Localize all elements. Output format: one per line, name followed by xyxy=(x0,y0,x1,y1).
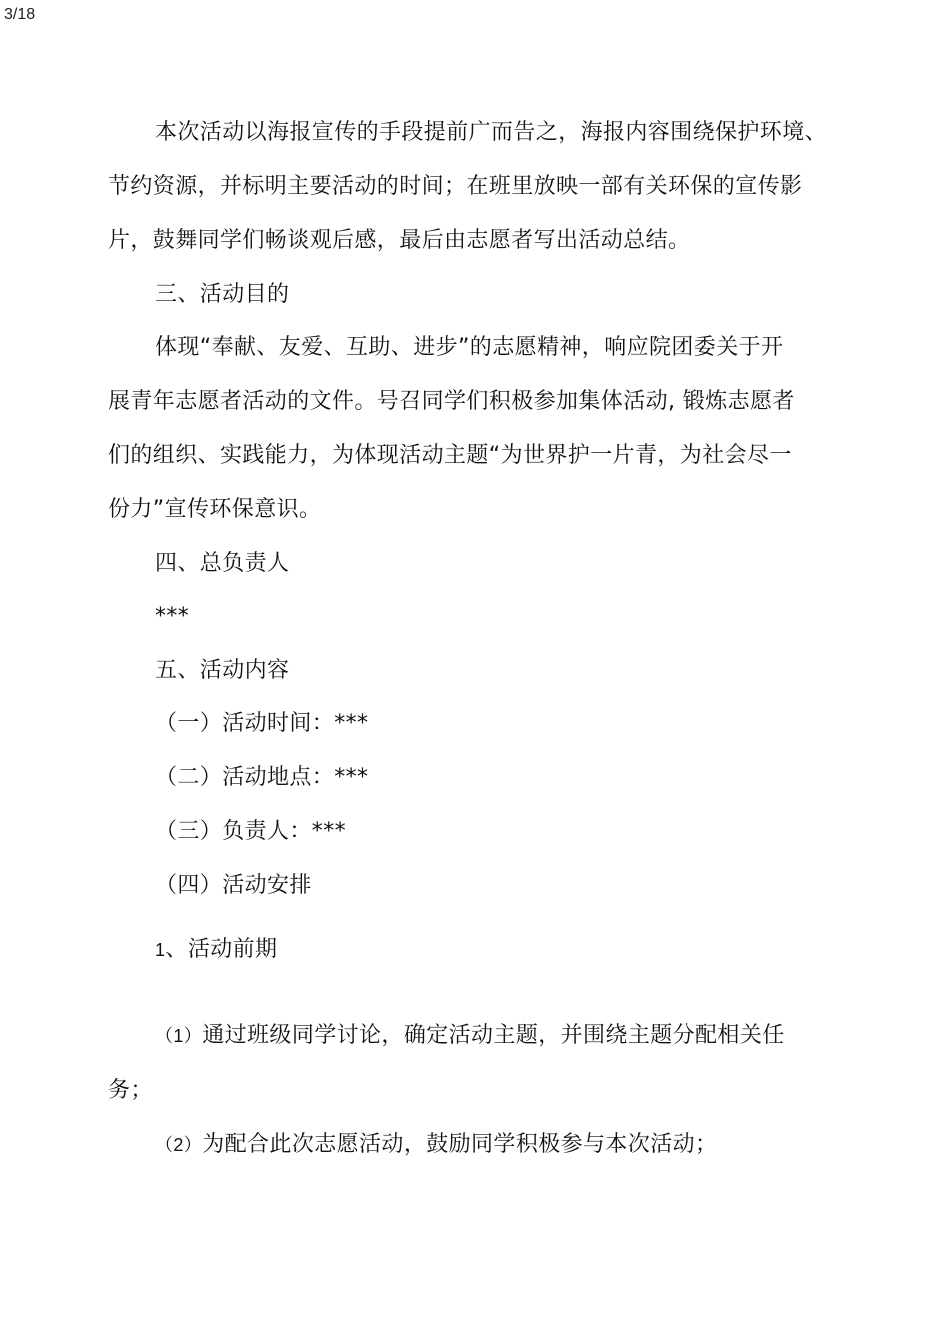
step-text: 通过班级同学讨论，确定活动主题，并围绕主题分配相关任 xyxy=(202,1023,785,1048)
list-item: （三）负责人：*** xyxy=(155,819,347,844)
responsible-person: *** xyxy=(155,604,190,629)
list-item: （四）活动安排 xyxy=(155,873,312,898)
paragraph-line: 份力”宣传环保意识。 xyxy=(108,497,322,522)
step-line: 务； xyxy=(108,1078,153,1103)
paragraph-line: 们的组织、实践能力，为体现活动主题“为世界护一片青，为社会尽一 xyxy=(108,443,792,468)
step-text: 为配合此次志愿活动，鼓励同学积极参与本次活动； xyxy=(202,1132,718,1157)
list-item: （一）活动时间：*** xyxy=(155,711,369,736)
step-line xyxy=(155,1130,717,1160)
paragraph-line: 片，鼓舞同学们畅谈观后感，最后由志愿者写出活动总结。 xyxy=(108,228,691,253)
step-number: （2） xyxy=(155,1135,203,1155)
list-item: （二）活动地点：*** xyxy=(155,765,369,790)
subsection-number: 1 xyxy=(155,940,166,960)
subsection-title: 、活动前期 xyxy=(165,937,278,962)
paragraph-line: 体现“奉献、友爱、互助、进步”的志愿精神，响应院团委关于开 xyxy=(155,335,784,360)
step-number: （1） xyxy=(155,1026,203,1046)
subsection-heading xyxy=(155,935,277,965)
step-line xyxy=(155,1021,785,1051)
page-number: 3/18 xyxy=(4,6,36,23)
section-heading: 三、活动目的 xyxy=(155,282,290,307)
section-heading: 四、总负责人 xyxy=(155,551,290,576)
paragraph-line: 节约资源，并标明主要活动的时间；在班里放映一部有关环保的宣传影 xyxy=(108,174,803,199)
section-heading: 五、活动内容 xyxy=(155,658,290,683)
paragraph-line: 本次活动以海报宣传的手段提前广而告之，海报内容围绕保护环境、 xyxy=(155,120,828,145)
paragraph-line: 展青年志愿者活动的文件。号召同学们积极参加集体活动, 锻炼志愿者 xyxy=(108,389,795,414)
